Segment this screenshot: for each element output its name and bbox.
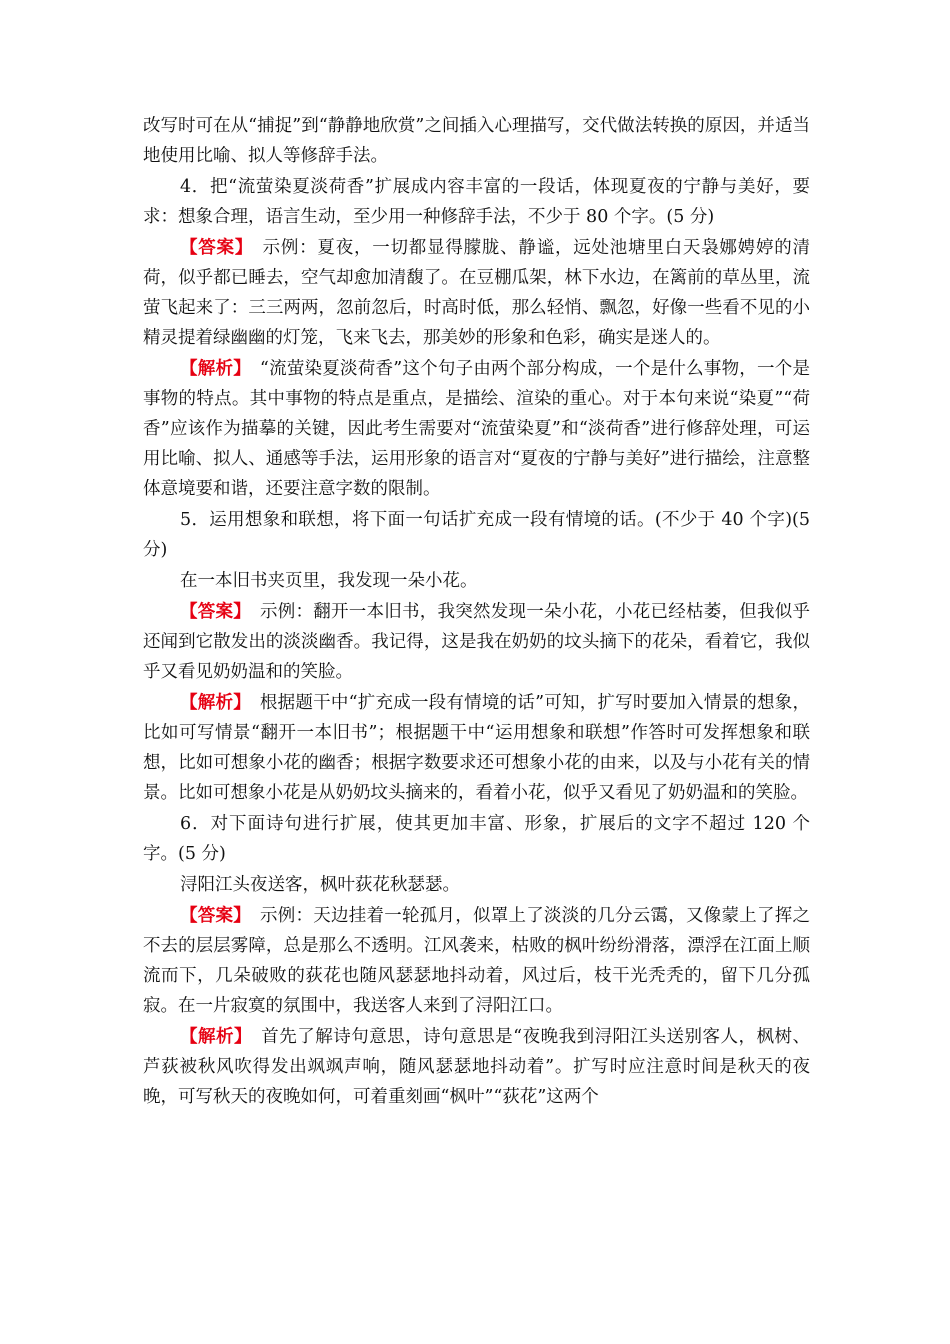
document-page — [143, 111, 810, 1113]
paragraph-text: 4．把“流萤染夏淡荷香”扩展成内容丰富的一段话，体现夏夜的宁静与美好，要求：想象合理，语言生动，至少用一种修辞手法，不少于 80 个字。(5 分) — [143, 177, 810, 227]
answer-paragraph — [143, 901, 810, 1021]
answer-paragraph — [143, 233, 810, 353]
paragraph-text: 改写时可在从“捕捉”到“静静地欣赏”之间插入心理描写，交代做法转换的原因，并适当地使用比喻、拟人等修辞手法。 — [143, 116, 810, 166]
analysis-label: 【解析】 — [180, 693, 243, 713]
text-paragraph — [143, 809, 810, 869]
text-paragraph — [143, 111, 810, 171]
answer-label: 【答案】 — [180, 238, 245, 258]
paragraph-text: 示例：天边挂着一轮孤月，似罩上了淡淡的几分云霭，又像蒙上了挥之不去的层层雾障，总是那么不透明。江风袭来，枯败的枫叶纷纷滑落，漂浮在江面上顺流而下，几朵破败的荻花也随风瑟瑟地抖动着，风过后，枝干光秃秃的，留下几分孤寂。在一片寂寞的氛围中，我送客人来到了浔阳江口。 — [143, 906, 810, 1016]
text-paragraph — [143, 870, 810, 900]
text-paragraph — [143, 505, 810, 565]
analysis-paragraph — [143, 1022, 810, 1112]
text-paragraph — [143, 172, 810, 232]
paragraph-text: 5．运用想象和联想，将下面一句话扩充成一段有情境的话。(不少于 40 个字)(5 分) — [143, 510, 810, 560]
analysis-label: 【解析】 — [180, 359, 243, 379]
paragraph-text: 浔阳江头夜送客，枫叶荻花秋瑟瑟。 — [180, 875, 460, 895]
paragraph-text: 根据题干中“扩充成一段有情境的话”可知，扩写时要加入情景的想象，比如可写情景“翻开一本旧书”；根据题干中“运用想象和联想”作答时可发挥想象和联想，比如可想象小花的幽香；根据字数要求还可想象小花的由来，以及与小花有关的情景。比如可想象小花是从奶奶坟头摘来的，看着小花，似乎又看见了奶奶温和的笑脸。 — [143, 693, 810, 803]
paragraph-text: 示例：夏夜，一切都显得朦胧、静谧，远处池塘里白天袅娜娉婷的清荷，似乎都已睡去，空气却愈加清馥了。在豆棚瓜架，林下水边，在篱前的草丛里，流萤飞起来了：三三两两，忽前忽后，时高时低，那么轻悄、飘忽，好像一些看不见的小精灵提着绿幽幽的灯笼，飞来飞去，那美妙的形象和色彩，确实是迷人的。 — [143, 238, 811, 348]
paragraph-text: 在一本旧书夹页里，我发现一朵小花。 — [180, 571, 478, 591]
analysis-paragraph — [143, 354, 810, 504]
analysis-label: 【解析】 — [180, 1027, 244, 1047]
analysis-paragraph — [143, 688, 810, 808]
paragraph-text: “流萤染夏淡荷香”这个句子由两个部分构成，一个是什么事物，一个是事物的特点。其中事物的特点是重点，是描绘、渲染的重心。对于本句来说“染夏”“荷香”应该作为描摹的关键，因此考生需要对“流萤染夏”和“淡荷香”进行修辞处理，可运用比喻、拟人、通感等手法，运用形象的语言对“夏夜的宁静与美好”进行描绘，注意整体意境要和谐，还要注意字数的限制。 — [143, 359, 810, 499]
paragraph-text: 6．对下面诗句进行扩展，使其更加丰富、形象，扩展后的文字不超过 120 个字。(5 分) — [143, 814, 810, 864]
text-paragraph — [143, 566, 810, 596]
paragraph-text: 首先了解诗句意思，诗句意思是“夜晚我到浔阳江头送别客人，枫树、芦荻被秋风吹得发出飒飒声响，随风瑟瑟地抖动着”。扩写时应注意时间是秋天的夜晚，可写秋天的夜晚如何，可着重刻画“枫叶”“荻花”这两个 — [143, 1027, 810, 1107]
answer-label: 【答案】 — [180, 602, 243, 622]
answer-paragraph — [143, 597, 810, 687]
answer-label: 【答案】 — [180, 906, 243, 926]
paragraph-text: 示例：翻开一本旧书，我突然发现一朵小花，小花已经枯萎，但我似乎还闻到它散发出的淡淡幽香。我记得，这是我在奶奶的坟头摘下的花朵，看着它，我似乎又看见奶奶温和的笑脸。 — [143, 602, 810, 682]
